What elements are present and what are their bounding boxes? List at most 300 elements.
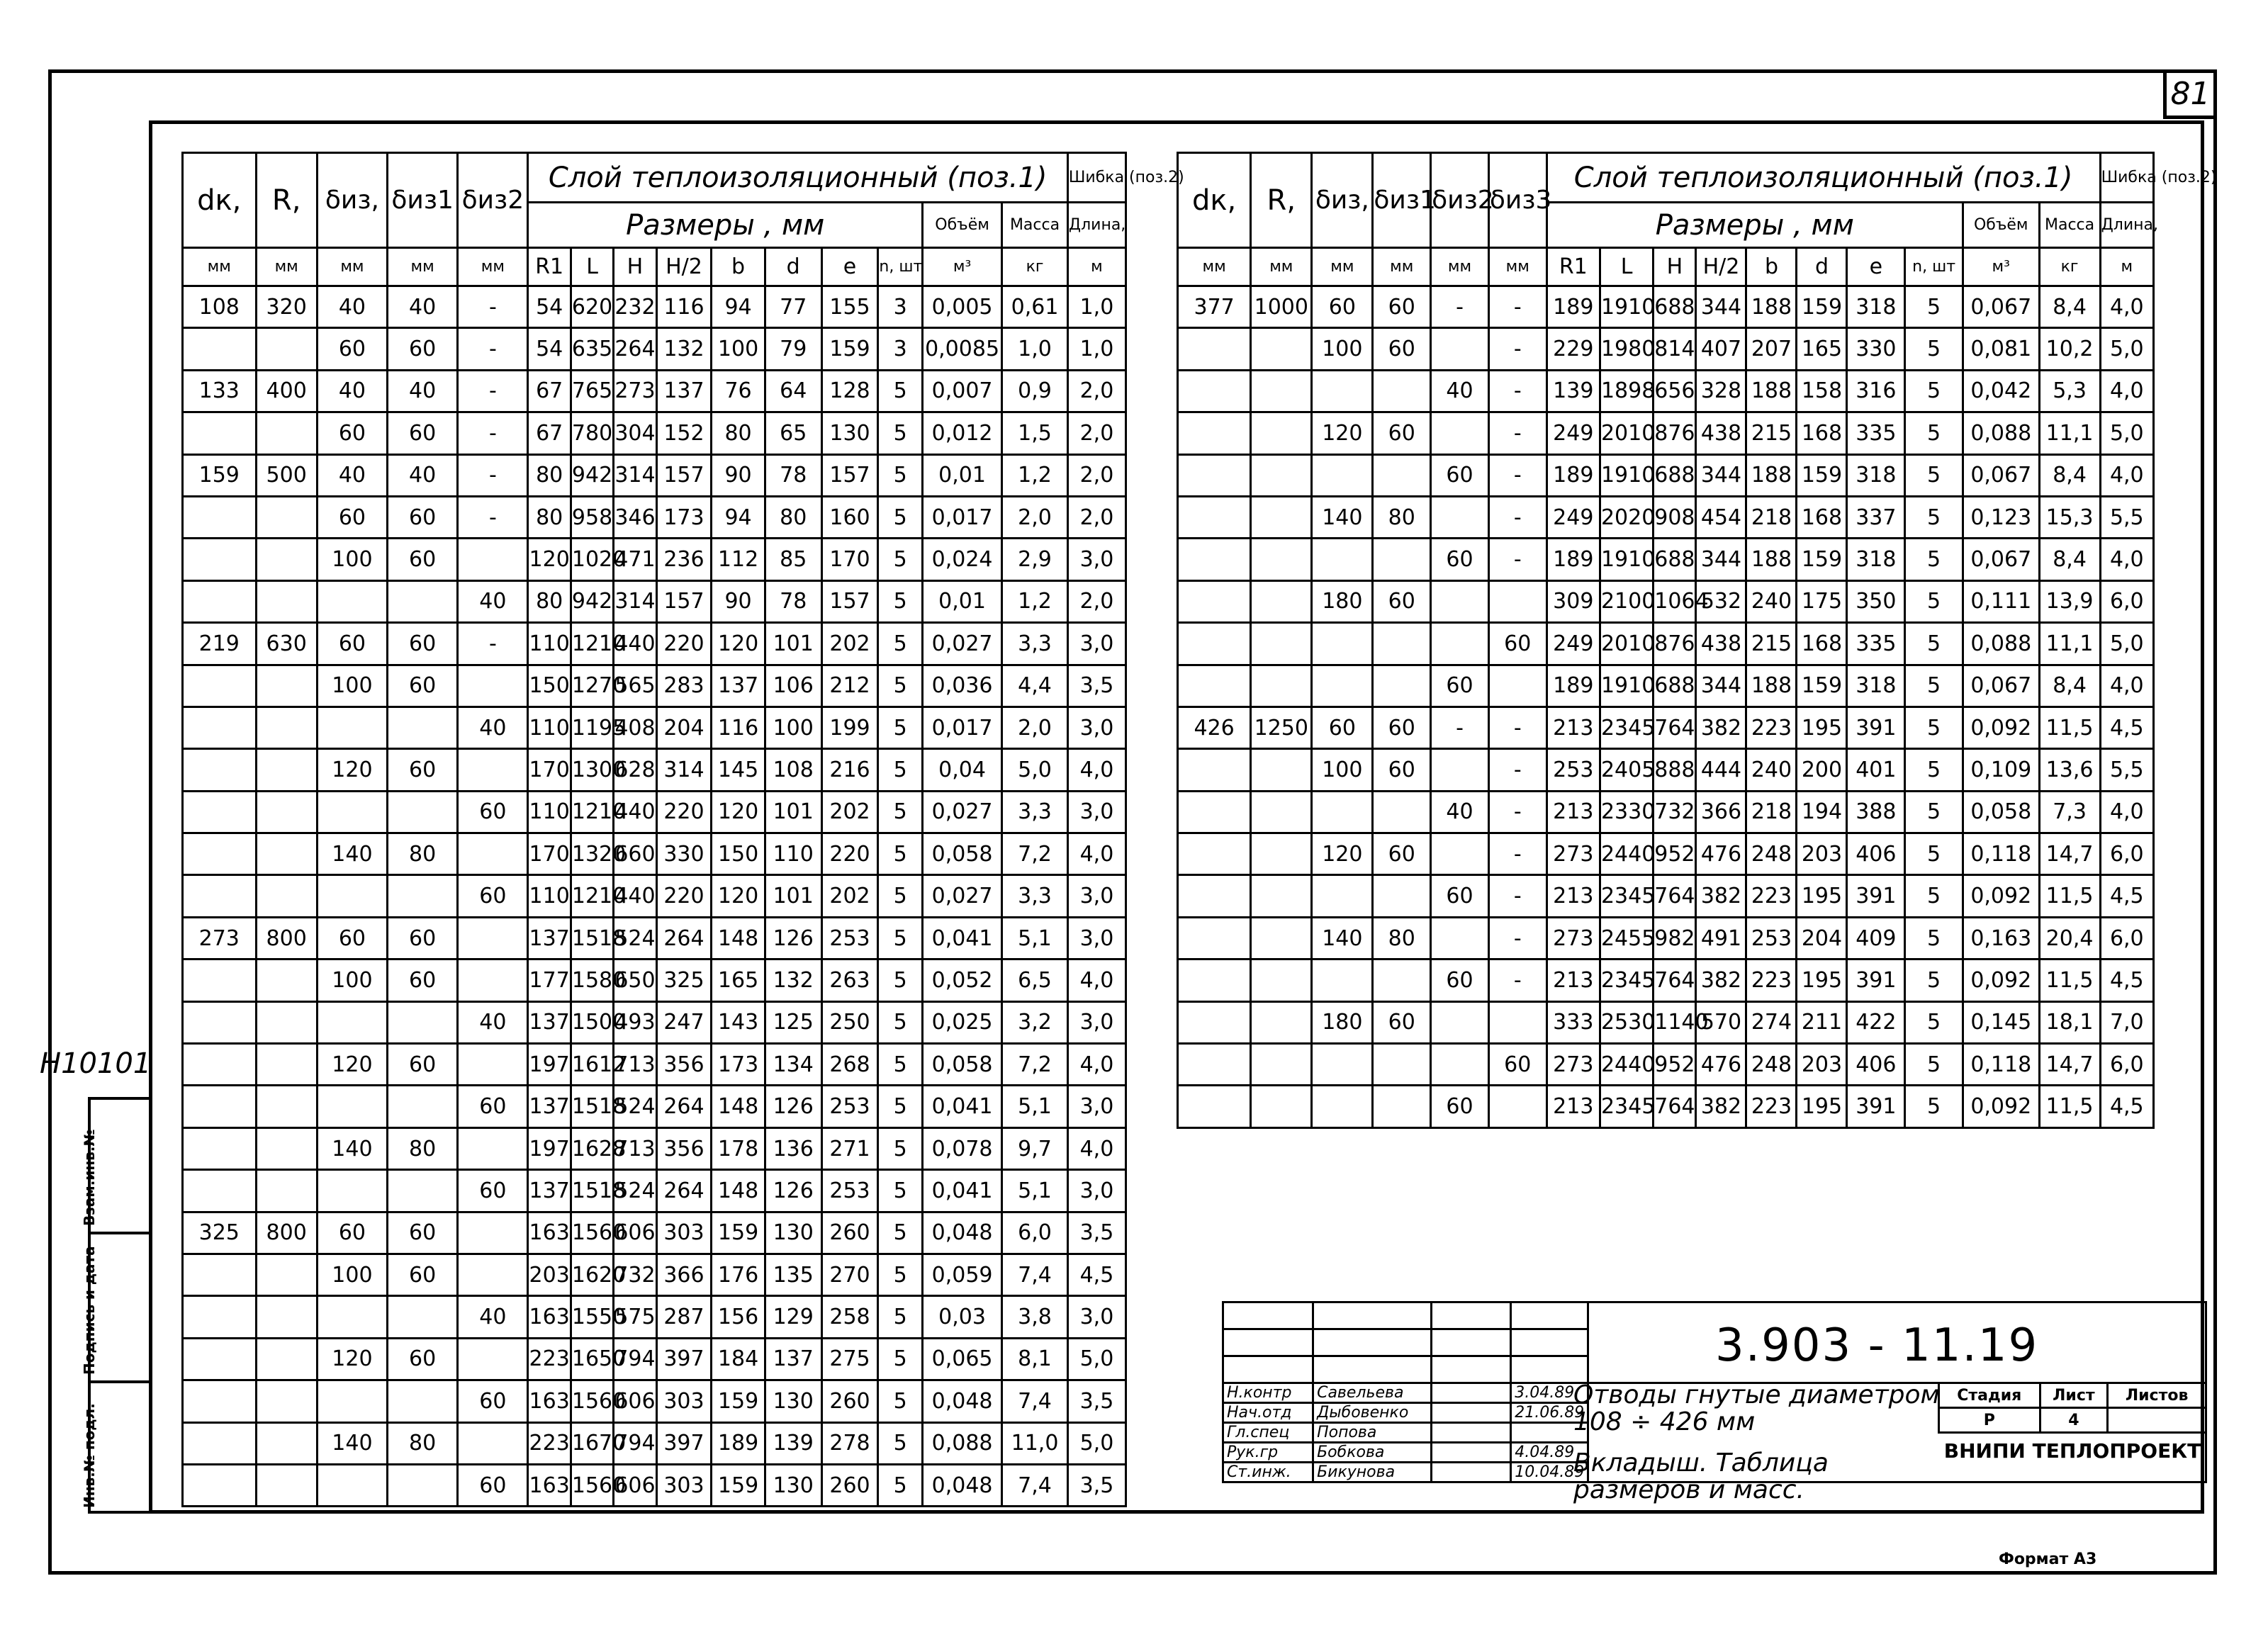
table-cell: 337 <box>1847 496 1905 538</box>
table-cell <box>1373 875 1431 917</box>
table-cell <box>256 1170 317 1212</box>
table-cell: 4,0 <box>2100 665 2153 707</box>
table-cell: 408 <box>614 707 656 748</box>
table-cell: 54 <box>528 286 571 328</box>
subcol-3: H/2 <box>1696 248 1746 286</box>
table-cell: 1140 <box>1654 1001 1696 1043</box>
table-row <box>1178 1044 2154 1086</box>
table-cell: 65 <box>765 412 821 454</box>
table-row <box>183 791 1126 833</box>
table-cell: 211 <box>1797 1001 1847 1043</box>
table-cell: 148 <box>712 1086 765 1127</box>
table-cell: 137 <box>656 370 712 412</box>
table-cell: 223 <box>528 1338 571 1380</box>
table-cell <box>1373 665 1431 707</box>
table-cell: 3,0 <box>1067 1086 1125 1127</box>
table-cell: 314 <box>656 749 712 791</box>
table-cell: 2440 <box>1600 1044 1653 1086</box>
table-cell: 765 <box>571 370 613 412</box>
table-cell: 204 <box>656 707 712 748</box>
table-cell <box>256 959 317 1001</box>
col-diz: δиз, <box>317 153 387 248</box>
table-cell <box>1178 749 1251 791</box>
table-cell: 0,065 <box>922 1338 1001 1380</box>
table-cell: 40 <box>388 370 458 412</box>
table-cell <box>1431 749 1489 791</box>
table-cell: 60 <box>1373 749 1431 791</box>
table-cell: 9,7 <box>1002 1127 1068 1169</box>
table-cell: 120 <box>1312 833 1373 875</box>
table-cell: 101 <box>765 875 821 917</box>
table-cell: 2100 <box>1600 580 1653 622</box>
table-cell: 160 <box>821 496 878 538</box>
table-cell: 606 <box>614 1212 656 1254</box>
table-cell: 60 <box>1431 539 1489 580</box>
table-cell: 168 <box>1797 496 1847 538</box>
table-cell <box>1251 454 1312 496</box>
table-cell: 220 <box>656 623 712 665</box>
table-cell: 80 <box>528 496 571 538</box>
unit-cell-4: мм <box>458 248 528 286</box>
table-cell: 159 <box>1797 286 1847 328</box>
table-cell: 60 <box>458 1086 528 1127</box>
table-cell: 2345 <box>1600 1086 1653 1127</box>
table-cell: 156 <box>712 1296 765 1338</box>
table-cell: 137 <box>528 1170 571 1212</box>
table-cell: 4,0 <box>1067 1044 1125 1086</box>
table-cell: 159 <box>183 454 257 496</box>
table-cell: 7,2 <box>1002 1044 1068 1086</box>
table-cell: - <box>1488 454 1546 496</box>
table-cell: 780 <box>571 412 613 454</box>
table-cell: 570 <box>1696 1001 1746 1043</box>
table-cell: 2,0 <box>1067 496 1125 538</box>
table-cell: 67 <box>528 370 571 412</box>
table-cell: 3,5 <box>1067 1212 1125 1254</box>
table-row <box>183 496 1126 538</box>
table-cell: 7,4 <box>1002 1380 1068 1422</box>
table-cell <box>256 833 317 875</box>
table-cell: 180 <box>1312 580 1373 622</box>
table-cell: 0,052 <box>922 959 1001 1001</box>
table-row <box>1178 454 2154 496</box>
table-cell <box>1251 749 1312 791</box>
table-cell: 5 <box>878 1254 923 1295</box>
table-cell: 0,027 <box>922 623 1001 665</box>
table-cell <box>256 580 317 622</box>
table-cell: 60 <box>317 917 387 959</box>
table-cell: 253 <box>1546 749 1600 791</box>
table-cell: 137 <box>528 917 571 959</box>
table-cell: 5 <box>1905 496 1963 538</box>
table-cell: 0,024 <box>922 539 1001 580</box>
table-row <box>183 1086 1126 1127</box>
table-cell: 688 <box>1654 539 1696 580</box>
table-cell <box>1251 875 1312 917</box>
table-cell: 0,067 <box>1963 286 2039 328</box>
table-cell: 271 <box>821 1127 878 1169</box>
table-cell: 5 <box>878 623 923 665</box>
table-cell: 202 <box>821 791 878 833</box>
table-cell: 60 <box>458 1464 528 1506</box>
table-cell: 80 <box>1373 496 1431 538</box>
table-cell: 60 <box>388 665 458 707</box>
table-cell <box>183 1086 257 1127</box>
table-cell: 303 <box>656 1212 712 1254</box>
table-cell <box>1251 328 1312 370</box>
table-cell: 189 <box>1546 539 1600 580</box>
table-cell: 157 <box>821 580 878 622</box>
table-cell: 8,1 <box>1002 1338 1068 1380</box>
table-cell <box>256 1044 317 1086</box>
table-cell: 688 <box>1654 665 1696 707</box>
table-cell <box>256 707 317 748</box>
table-cell: 189 <box>1546 454 1600 496</box>
subcol-2: H <box>1654 248 1696 286</box>
table-cell <box>1178 1001 1251 1043</box>
table-cell: 80 <box>388 1127 458 1169</box>
table-cell: 876 <box>1654 412 1696 454</box>
table-cell: 3,8 <box>1002 1296 1068 1338</box>
table-cell: 606 <box>614 1464 656 1506</box>
table-cell: 382 <box>1696 707 1746 748</box>
table-cell: 1550 <box>571 1296 613 1338</box>
table-cell: 3,0 <box>1067 791 1125 833</box>
table-cell: 40 <box>1431 370 1489 412</box>
table-cell: 168 <box>1797 412 1847 454</box>
table-cell: 188 <box>1746 370 1797 412</box>
table-cell: 0,007 <box>922 370 1001 412</box>
table-row <box>183 539 1126 580</box>
table-cell <box>1178 665 1251 707</box>
table-cell <box>458 539 528 580</box>
table-cell <box>317 875 387 917</box>
table-cell: 5,0 <box>2100 328 2153 370</box>
side-cell-1 <box>81 1100 149 1234</box>
table-row <box>183 749 1126 791</box>
table-cell <box>183 1170 257 1212</box>
table-cell: 4,0 <box>2100 454 2153 496</box>
table-cell <box>317 1464 387 1506</box>
table-cell: 125 <box>765 1001 821 1043</box>
table-cell: 173 <box>656 496 712 538</box>
table-cell: 5 <box>1905 328 1963 370</box>
table-cell: 316 <box>1847 370 1905 412</box>
unit-cell-2: мм <box>1312 248 1373 286</box>
table-cell: - <box>1488 833 1546 875</box>
table-cell: 1,5 <box>1002 412 1068 454</box>
table-cell: 0,088 <box>1963 623 2039 665</box>
table-cell <box>183 665 257 707</box>
table-cell: 6,0 <box>1002 1212 1068 1254</box>
table-cell: 223 <box>528 1422 571 1464</box>
table-cell: 5 <box>1905 1086 1963 1127</box>
table-cell <box>1178 875 1251 917</box>
table-cell: 213 <box>1546 959 1600 1001</box>
table-cell: 0,111 <box>1963 580 2039 622</box>
table-cell <box>1251 833 1312 875</box>
table-cell: 3,5 <box>1067 1464 1125 1506</box>
table-cell <box>458 1127 528 1169</box>
table-row <box>1178 496 2154 538</box>
table-cell: 391 <box>1847 875 1905 917</box>
signature-sign <box>1432 1463 1511 1482</box>
table-cell: 216 <box>821 749 878 791</box>
table-cell <box>317 1380 387 1422</box>
table-cell: 140 <box>317 833 387 875</box>
table-cell <box>1373 959 1431 1001</box>
table-cell: 5,1 <box>1002 1170 1068 1212</box>
table-cell: 220 <box>821 833 878 875</box>
table-cell <box>256 1254 317 1295</box>
table-row <box>183 328 1126 370</box>
table-cell: 40 <box>388 286 458 328</box>
table-cell: 64 <box>765 370 821 412</box>
table-cell: 4,0 <box>2100 539 2153 580</box>
table-cell: - <box>458 286 528 328</box>
table-cell: 273 <box>1546 1044 1600 1086</box>
table-cell: 524 <box>614 1086 656 1127</box>
table-cell: 78 <box>765 580 821 622</box>
table-cell: 218 <box>1746 791 1797 833</box>
col-diz1: δиз1 <box>388 153 458 248</box>
table-cell: 2345 <box>1600 707 1653 748</box>
table-cell: 575 <box>614 1296 656 1338</box>
table-cell: 2405 <box>1600 749 1653 791</box>
table-cell: 1210 <box>571 791 613 833</box>
table-cell: 5 <box>1905 833 1963 875</box>
table-cell <box>458 749 528 791</box>
table-cell: 942 <box>571 454 613 496</box>
table-cell: 195 <box>1797 707 1847 748</box>
table-cell: 524 <box>614 1170 656 1212</box>
table-row <box>1178 580 2154 622</box>
table-cell: 248 <box>1746 833 1797 875</box>
table-cell: 112 <box>712 539 765 580</box>
table-cell: 60 <box>388 959 458 1001</box>
table-cell: 0,048 <box>922 1380 1001 1422</box>
table-cell: - <box>458 412 528 454</box>
table-cell: 1560 <box>571 1212 613 1254</box>
table-cell <box>183 496 257 538</box>
table-cell: 106 <box>765 665 821 707</box>
rsizes-header: Размеры , мм <box>1546 203 1963 248</box>
table-cell <box>317 1296 387 1338</box>
table-cell: 120 <box>712 875 765 917</box>
table-cell: 60 <box>388 1044 458 1086</box>
table-row <box>183 1170 1126 1212</box>
table-cell <box>183 749 257 791</box>
subcol-1: L <box>571 248 613 286</box>
table-cell <box>1178 833 1251 875</box>
table-cell: 0,012 <box>922 412 1001 454</box>
table-cell: 1270 <box>571 665 613 707</box>
table-cell: 159 <box>1797 539 1847 580</box>
table-cell: 116 <box>656 286 712 328</box>
table-cell <box>1431 580 1489 622</box>
table-cell <box>388 1170 458 1212</box>
table-cell: 180 <box>1312 1001 1373 1043</box>
table-cell: 11,5 <box>2039 707 2100 748</box>
table-row <box>183 917 1126 959</box>
unit-m: м <box>2100 248 2153 286</box>
table-cell: 215 <box>1746 412 1797 454</box>
rlength-header: Длина, <box>2100 203 2153 248</box>
table-cell: 60 <box>388 1254 458 1295</box>
table-cell: 330 <box>1847 328 1905 370</box>
table-cell: 80 <box>528 580 571 622</box>
table-cell: 170 <box>528 833 571 875</box>
table-cell: 60 <box>317 328 387 370</box>
table-cell: 346 <box>614 496 656 538</box>
table-cell: 3,3 <box>1002 623 1068 665</box>
mass-header: Масса <box>1002 203 1068 248</box>
table-cell <box>1312 454 1373 496</box>
table-cell: 5 <box>878 1380 923 1422</box>
table-cell: 5 <box>1905 875 1963 917</box>
table-cell: 4,5 <box>2100 959 2153 1001</box>
table-cell: 4,0 <box>2100 791 2153 833</box>
table-cell: - <box>1488 707 1546 748</box>
table-cell: 158 <box>1797 370 1847 412</box>
table-cell <box>1488 580 1546 622</box>
table-cell <box>1312 623 1373 665</box>
table-cell <box>1251 1001 1312 1043</box>
table-cell: 4,0 <box>1067 749 1125 791</box>
table-cell: 130 <box>765 1380 821 1422</box>
table-cell: - <box>1488 875 1546 917</box>
table-row <box>183 1464 1126 1506</box>
table-cell: 1250 <box>1251 707 1312 748</box>
left-data-table <box>181 152 1184 1507</box>
table-cell: 188 <box>1746 665 1797 707</box>
table-cell: 80 <box>388 833 458 875</box>
table-cell <box>256 1422 317 1464</box>
table-cell: 150 <box>528 665 571 707</box>
table-cell: 732 <box>1654 791 1696 833</box>
table-row <box>183 1212 1126 1254</box>
table-cell <box>256 496 317 538</box>
table-cell <box>1431 917 1489 959</box>
subcol-3: H/2 <box>656 248 712 286</box>
subcol-7: n, шт <box>1905 248 1963 286</box>
table-cell: 163 <box>528 1464 571 1506</box>
table-cell <box>1312 791 1373 833</box>
table-cell: 565 <box>614 665 656 707</box>
side-label-3: Инв.№ подл. <box>81 1403 98 1508</box>
table-cell: 165 <box>712 959 765 1001</box>
table-cell <box>1488 1086 1546 1127</box>
table-cell: 197 <box>528 1127 571 1169</box>
unit-m3: м³ <box>922 248 1001 286</box>
table-row <box>183 1254 1126 1295</box>
side-label-2: Подпись и дата <box>81 1246 98 1375</box>
table-cell: 157 <box>656 454 712 496</box>
table-cell: 0,163 <box>1963 917 2039 959</box>
table-cell: 1500 <box>571 1001 613 1043</box>
table-cell: 1,0 <box>1067 328 1125 370</box>
table-cell: 275 <box>821 1338 878 1380</box>
table-cell <box>256 328 317 370</box>
table-cell: 524 <box>614 917 656 959</box>
table-cell: 476 <box>1696 833 1746 875</box>
table-cell: 0,042 <box>1963 370 2039 412</box>
table-row <box>183 1001 1126 1043</box>
table-cell: 4,5 <box>2100 875 2153 917</box>
stage-head-1: Стадия <box>1939 1383 2040 1408</box>
table-cell <box>1251 959 1312 1001</box>
table-row <box>1178 749 2154 791</box>
table-cell <box>388 791 458 833</box>
table-row <box>1178 1086 2154 1127</box>
table-cell <box>317 707 387 748</box>
table-cell: 137 <box>528 1001 571 1043</box>
table-cell: 40 <box>317 454 387 496</box>
table-cell: 204 <box>1797 917 1847 959</box>
table-cell: 5,5 <box>2100 749 2153 791</box>
table-row <box>1178 959 2154 1001</box>
table-cell: 11,1 <box>2039 623 2100 665</box>
document-code: 3.903 - 11.19 <box>1715 1319 2039 1372</box>
table-cell <box>1178 791 1251 833</box>
table-cell: 1064 <box>1654 580 1696 622</box>
table-row <box>1178 707 2154 748</box>
table-cell: 1210 <box>571 875 613 917</box>
table-cell: 202 <box>821 623 878 665</box>
table-cell: - <box>1488 917 1546 959</box>
table-cell: 5 <box>878 833 923 875</box>
table-cell: 212 <box>821 665 878 707</box>
table-cell: 471 <box>614 539 656 580</box>
table-cell: 240 <box>1746 749 1797 791</box>
table-cell: 253 <box>1746 917 1797 959</box>
table-cell: 406 <box>1847 833 1905 875</box>
table-cell: 247 <box>656 1001 712 1043</box>
table-row <box>183 1296 1126 1338</box>
table-cell: 1670 <box>571 1422 613 1464</box>
table-cell: 0,027 <box>922 875 1001 917</box>
table-cell: 60 <box>1373 833 1431 875</box>
table-row <box>1178 665 2154 707</box>
table-cell: 0,9 <box>1002 370 1068 412</box>
table-cell: 800 <box>256 917 317 959</box>
table-cell <box>458 959 528 1001</box>
table-cell: 60 <box>1431 875 1489 917</box>
signature-name: Бобкова <box>1313 1443 1432 1463</box>
table-cell: 189 <box>1546 286 1600 328</box>
table-cell: 60 <box>458 1170 528 1212</box>
table-cell: 5 <box>878 707 923 748</box>
table-cell: 273 <box>183 917 257 959</box>
table-cell: 140 <box>317 1422 387 1464</box>
subcol-5: d <box>765 248 821 286</box>
subcol-6: e <box>821 248 878 286</box>
table-cell: 100 <box>712 328 765 370</box>
table-cell: 366 <box>656 1254 712 1295</box>
signature-name: Савельева <box>1313 1383 1432 1403</box>
table-cell <box>256 1464 317 1506</box>
table-cell: 391 <box>1847 707 1905 748</box>
table-cell: 382 <box>1696 959 1746 1001</box>
stage-val-2: 4 <box>2040 1408 2108 1433</box>
table-cell: 120 <box>317 1044 387 1086</box>
table-cell <box>1251 791 1312 833</box>
table-cell: 1,2 <box>1002 454 1068 496</box>
table-cell: 5 <box>1905 370 1963 412</box>
table-cell: 2345 <box>1600 959 1653 1001</box>
table-cell: 0,092 <box>1963 959 2039 1001</box>
table-row <box>183 1127 1126 1169</box>
